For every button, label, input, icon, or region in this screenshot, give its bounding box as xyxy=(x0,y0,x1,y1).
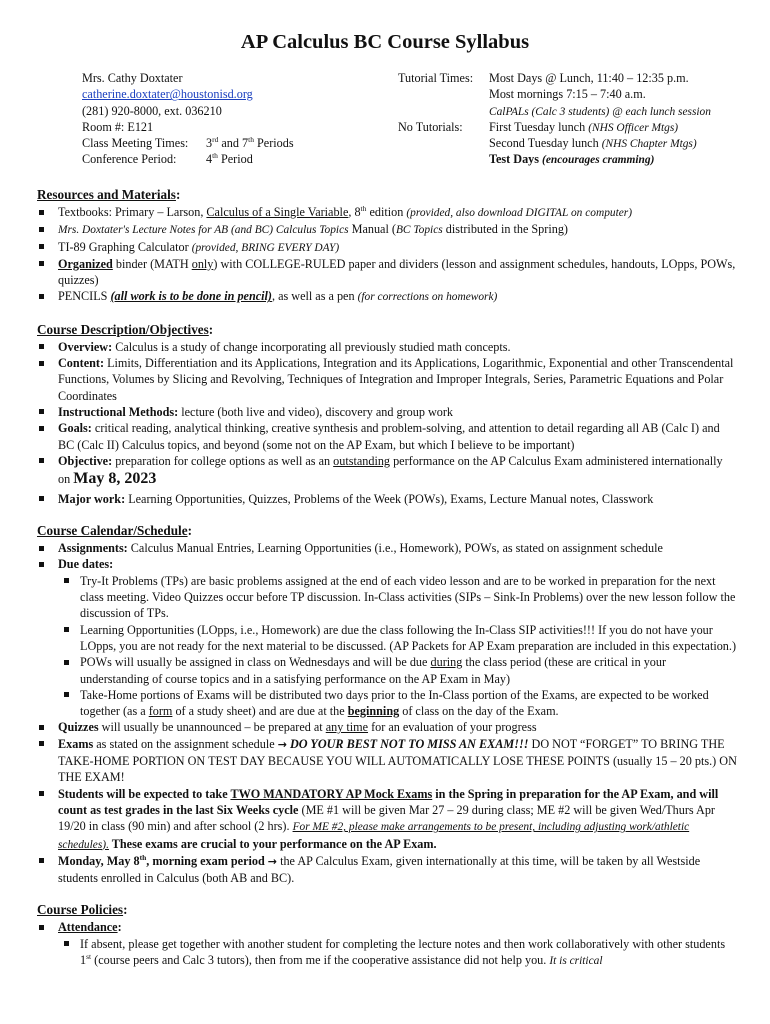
list-item: PENCILS (all work is to be done in pencil), as well as a pen (for corrections on homework) xyxy=(37,288,737,305)
list-item: Attendance: If absent, please get together with another student for completing the lecture notes and then work collaboratively with other students 1st (course peers and Calc 3 tutors), then from me if the cooperative assistance did not help you. It is critical xyxy=(37,919,737,969)
list-item: Due dates: Try-It Problems (TPs) are basic problems assigned at the end of each video lesson and are to be worked in preparation for the next class meeting. Video Quizzes occur before TP discussion. In-Class activities (SIPs – Sink-In Problems) over the new lesson follow the discussion of TPs. Learning Opportunities (LOpps, i.e., Homework) are due the class following the In-Class SIP activities!!! If you do not have your LOpps, you are not ready for the next material to be discussed. (AP Packets for AP Exam preparation are included in this expectation.) POWs will usually be assigned in class on Wednesdays and will be due during the class period (these are critical in your understanding of course topics and in a satisfying performance on the AP Exam in May) Take-Home portions of Exams will be distributed two days prior to the In-Class portion of the Exams, are expected to be worked together (as a form of a study sheet) and are due at the beginning of class on the day of the Exam. xyxy=(37,556,737,719)
policies-list xyxy=(37,919,737,969)
list-item: TI-89 Graphing Calculator (provided, BRING EVERY DAY) xyxy=(37,239,737,256)
list-item: Take-Home portions of Exams will be distributed two days prior to the In-Class portion of the Exams, are expected to be worked together (as a form of a study sheet) and are due at the beginning of class on the day of the Exam. xyxy=(58,687,737,720)
class-meeting-times: Class Meeting Times: 3rd and 7th Periods xyxy=(82,135,294,151)
arrow-right-icon: → xyxy=(277,737,287,751)
calendar-list xyxy=(37,540,737,886)
exam-date: May 8, 2023 xyxy=(73,469,157,487)
list-item: Monday, May 8th, morning exam period → the AP Calculus Exam, given internationally at this time, will be taken by all Westside students enrolled in Calculus (both AB and BC). xyxy=(37,853,737,887)
teacher-phone: (281) 920-8000, ext. 036210 xyxy=(82,103,222,118)
tutorial-times-row: CalPALs (Calc 3 students) @ each lunch session xyxy=(489,105,711,118)
list-item: Overview: Calculus is a study of change incorporating all previously studied math concepts. xyxy=(37,339,737,355)
tutorial-times-row: Most mornings 7:15 – 7:40 a.m. xyxy=(489,87,646,102)
section-heading-resources: Resources and Materials: xyxy=(37,187,181,202)
no-tutorials-row: Test Days (encourages cramming) xyxy=(489,152,655,167)
teacher-name: Mrs. Cathy Doxtater xyxy=(82,71,183,85)
list-item: Objective: preparation for college options as well as an outstanding performance on the AP Calculus Exam administered internationally on May 8, 2023 xyxy=(37,453,737,488)
list-item: Exams as stated on the assignment schedule → DO YOUR BEST NOT TO MISS AN EXAM!!! DO NOT “FORGET” TO BRING THE TAKE-HOME PORTION ON TEST DAY BECAUSE YOU WILL AUTOMATICALLY LOSE THESE POINTS (usually 15 – 20 pts.) ON THE EXAM! xyxy=(37,736,737,786)
section-heading-calendar: Course Calendar/Schedule: xyxy=(37,523,192,539)
resources-list xyxy=(37,204,737,306)
arrow-right-icon: → xyxy=(267,854,278,868)
list-item: Mrs. Doxtater's Lecture Notes for AB (and BC) Calculus Topics Manual (BC Topics distributed in the Spring) xyxy=(37,221,737,238)
list-item: Students will be expected to take TWO MANDATORY AP Mock Exams in the Spring in preparation for the AP Exam, and will count as test grades in the last Six Weeks cycle (ME #1 will be given Mar 27 – 29 during class; ME #2 will be given Wed/Thurs Apr 19/20 in class (90 min) and after school (2 hrs). For ME #2, please make arrangements to be present, including adjusting work/athletic schedules). These exams are crucial to your performance on the AP Exam. xyxy=(37,786,737,853)
list-item: Content: Limits, Differentiation and its Applications, Integration and its Applications, Logarithmic, Exponential and other Transcendental Functions, Volumes by Slicing and Revolving, Techniques of Integration and Improper Integrals, Series, Parametric Equations and Polar Coordinates xyxy=(37,355,737,404)
section-heading-description: Course Description/Objectives: xyxy=(37,321,214,337)
conference-period: Conference Period: 4th Period xyxy=(82,151,253,167)
list-item: Learning Opportunities (LOpps, i.e., Homework) are due the class following the In-Class SIP activities!!! If you do not have your LOpps, you are not ready for the next material to be discussed. (AP Packets for AP Exam preparation are included in this expectation.) xyxy=(58,622,737,655)
list-item: Instructional Methods: lecture (both live and video), discovery and group work xyxy=(37,404,737,420)
no-tutorials-row: Second Tuesday lunch (NHS Chapter Mtgs) xyxy=(489,136,697,151)
description-list xyxy=(37,339,737,507)
teacher-email-link[interactable]: catherine.doxtater@houstonisd.org xyxy=(82,87,253,102)
list-item: Major work: Learning Opportunities, Quizzes, Problems of the Week (POWs), Exams, Lecture Manual notes, Classwork xyxy=(37,491,737,507)
attendance-sublist xyxy=(58,936,737,970)
tutorial-times-row: Tutorial Times: Most Days @ Lunch, 11:40 – 12:35 p.m. xyxy=(398,71,689,85)
list-item: Goals: critical reading, analytical thinking, creative synthesis and problem-solving, and attention to detail regarding all AB (Calc I) and BC (Calc II) Calculus topics, and beyond (some not on the AP Exam, but which I believe to be important) xyxy=(37,420,737,453)
list-item: Organized binder (MATH only) with COLLEGE-RULED paper and dividers (lesson and assignment schedules, handouts, LOpps, POWs, quizzes) xyxy=(37,256,737,289)
tutorial-schedule-block xyxy=(398,70,758,168)
list-item: Quizzes will usually be unannounced – be prepared at any time for an evaluation of your progress xyxy=(37,719,737,735)
list-item: If absent, please get together with another student for completing the lecture notes and then work collaboratively with other students 1st (course peers and Calc 3 tutors), then from me if the cooperative assistance did not help you. It is critical xyxy=(58,936,737,970)
due-dates-sublist xyxy=(58,573,737,720)
section-heading-policies: Course Policies: xyxy=(37,902,128,918)
list-item: Try-It Problems (TPs) are basic problems assigned at the end of each video lesson and are to be worked in preparation for the next class meeting. Video Quizzes occur before TP discussion. In-Class activities (SIPs – Sink-In Problems) over the new lesson follow the discussion of TPs. xyxy=(58,573,737,622)
room-number: Room #: E121 xyxy=(82,119,154,134)
teacher-contact-block xyxy=(82,70,382,168)
no-tutorials-row: No Tutorials: First Tuesday lunch (NHS Officer Mtgs) xyxy=(398,119,679,134)
list-item: POWs will usually be assigned in class on Wednesdays and will be due during the class period (these are critical in your understanding of course topics and in a satisfying performance on the AP Exam in May) xyxy=(58,654,737,687)
page-title: AP Calculus BC Course Syllabus xyxy=(240,31,530,53)
list-item: Textbooks: Primary – Larson, Calculus of a Single Variable, 8th edition (provided, also download DIGITAL on computer) xyxy=(37,204,737,221)
list-item: Assignments: Calculus Manual Entries, Learning Opportunities (i.e., Homework), POWs, as stated on assignment schedule xyxy=(37,540,737,556)
